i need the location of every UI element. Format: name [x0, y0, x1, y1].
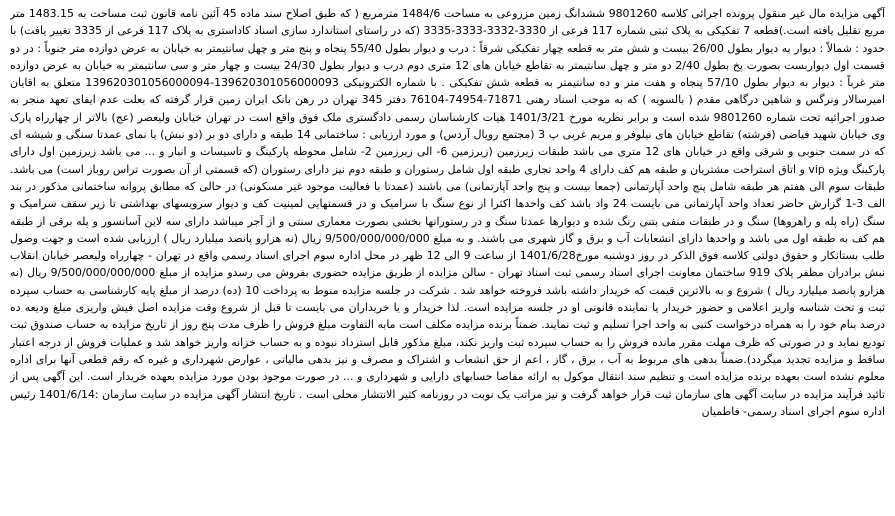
auction-notice-text: آگهی مزایده مال غیر منقول پرونده اجرائی کلاسه 9801260 ششدانگ زمین مزروعی به مساحت 1484/6 مترمربع ( که طبق اصلاح سند ماده 45 آئین نامه قانون ثبت مساحت به 1483.15 متر مربع تقلیل یافته است.)قطعه 7 تفکیکی به پلاک ثبتی شماره 117 فرعی از 3330-3332-3333-3335 (که در راستای استاندارد سازی اسناد کاداستری به پلاک 117 فرعی از 3335 تغییر یافت) با حدود : شمالاً : دیوار به دیوار بطول 26/00 بیست و شش متر به قطعه چهار تفکیکی شرقاً : درب و دیوار بطول 55/40 پنجاه و پنج متر و چهل سانتیمتر به خیابان به عرض دوازده متر جنوباً : در دو قسمت اول دیواربست بصورت پخ بطول 2/40 دو متر و چهل سانتیمتر به تقاطع خیابان های 12 متری دوم درب و دیوار بطول 24/30 بیست و چهار متر و سی سانتیمتر به خیابان به عرض دوازده متر غرباً : دیوار به دیوار بطول 57/10 پنجاه و هفت متر و ده سانتیمتر به قطعه شش تفکیکی . با شماره الکترونیکی 139620301056000093-139620301056000094 متعلق به اقایان امیرسالار ونرگس و شاهین درگاهی مقدم ( بالسویه ) که به موجب اسناد رهنی 71871-74954-76104 دفتر 345 تهران در رهن بانک ایران زمین قرار گرفته که بعلت عدم ایفای تعهد منجر به صدور اجرائیه تحت شماره 9801260 شده است و برابر نظریه مورخ 1401/3/21 هیات کارشناسان رسمی دادگستری ملک فوق واقع است در تهران خیابان ولیعصر (عج) بالاتر از چهارراه پارک وی خیابان شهید فیاضی (فرشته) تقاطع خیابان های نیلوفر و مریم غربی پ 3 (مجتمع رویال آردس) و مورد ارزیابی : ساختمانی 14 طبقه و دارای دو بر (دو نبش) با نمای عمدتا سنگی و شیشه ای که در سمت جنوبی و شرقی واقع در خیابان های 12 متری می باشد طبقات زیرزمین (زیرزمین 6- الی زیرزمین 2- شامل محوطه پارکینگ و تاسیسات و انبار و ... می باشد زیرزمین اول دارای پارکینگ ویژه vip و اتاق استراحت مشتریان و طبقه هم کف دارای 4 واحد تجاری طبقه اول شامل رستوران و طبقه دوم نیز دارای رستوران (که قسمتی از آن بصورت تراس روباز است) می باشد. طبقات سوم الی هفتم هر طبقه شامل پنج واحد آپارتمانی (جمعا بیست و پنج واحد آپارتمانی) می باشند (عمدتا با فعالیت موجود غیر مسکونی) در حالی که مطابق پروانه ساختمانی مذکور در بند الف 3-1 گزارش حاضر تعداد واحد آپارتمانی می بایست 24 واد باشد کف واحدها اکثرا از نوع سنگ با سرامیک و در قسمتهایی لمینیت کف و دیوار سرویسهای بهداشتی تا زیر سقف سرامیک و سنگ (راه پله و راهروها) سنگ و در طبقات منفی بتنی رنگ شده و دیوارها عمدتا سنگ و در رستورانها بخشی بصورت معماری سنتی و از آجر میباشد دارای سه لاین آسانسور و پله برقی از طبقه هم کف به طبقه اول می باشد و واحدها دارای انشعابات آب و برق و گاز شهری می باشند. و به مبلغ 9/500/000/000/000 ریال (نه هزارو پانصد میلیارد ریال ) ارزیابی شده است و جهت وصول طلب بستانکار و حقوق دولتی کلاسه فوق الذکر در روز دوشنبه مورخ1401/6/28 از ساعت 9 الی 12 ظهر در محل اداره سوم اجرای اسناد رسمی واقع در تهران - چهارراه ولیعصر خیابان انقلاب نبش برادران مظفر پلاک 919 ساختمان معاونت اجرای اسناد رسمی ثبت اسناد تهران - سالن مزایده از طریق مزایده حضوری بفروش می رسدو مزایده از مبلغ 9/500/000/000/000 ریال (نه هزارو پانصد میلیارد ریال ) شروع و به بالاترین قیمت که خریدار داشته باشد فروخته خواهد شد . شرکت در جلسه مزایده منوط به پرداخت 10 (ده) درصد از مبلغ پایه کارشناسی به حساب سپرده ثبت و تحت شناسه واریز اعلامی و حضور خریدار یا نماینده قانونی او در جلسه مزایده است. لذا خریدار و یا خریداران می بایست تا قبل از شروع وقت مزایده اصل فیش واریزی مبلغ ودیعه ده درصد بنام خود را به همراه درخواست کتبی به واحد اجرا تسلیم و ثبت نمایند. ضمناً برنده مزایده مکلف است مابه التفاوت مبلغ فروش را ظرف مدت پنج روز از تاریخ مزایده به حساب صندوق ثبت تودیع نماید و در صورتی که ظرف مهلت مقرر مانده فروش را به حساب سپرده ثبت واریز نکند، مبلغ مذکور قابل استرداد نبوده و به حساب خزانه واریز خواهد شد و عملیات فروش از درجه اعتبار ساقط و مزایده تجدید میگردد).ضمناً بدهی های مربوط به آب ، برق ، گاز ، اعم از حق انشعاب و اشتراک و مصرف و نیز بدهی مالیاتی ، عوارض شهرداری و غیره که رقم قطعی آنها برای اداره معلوم نشده است بعهده برنده مزایده است و تنظیم سند انتقال موکول به ارائه مفاصا حسابهای دارایی و شهرداری و ... در صورت موجود بودن مورد مزایده بعهده خریدار است. این آگهی پس از تائید فرآیند مزایده در سایت آگهی های سازمان ثبت قرار خواهد گرفت و نیز مراتب یک نوبت در روزنامه کثیر الانتشار محلی است . تاریخ انتشار آگهی مزایده در سایت سازمان :1401/6/14 رئیس اداره سوم اجرای اسناد رسمی- فاطمیان: [10, 7, 885, 418]
